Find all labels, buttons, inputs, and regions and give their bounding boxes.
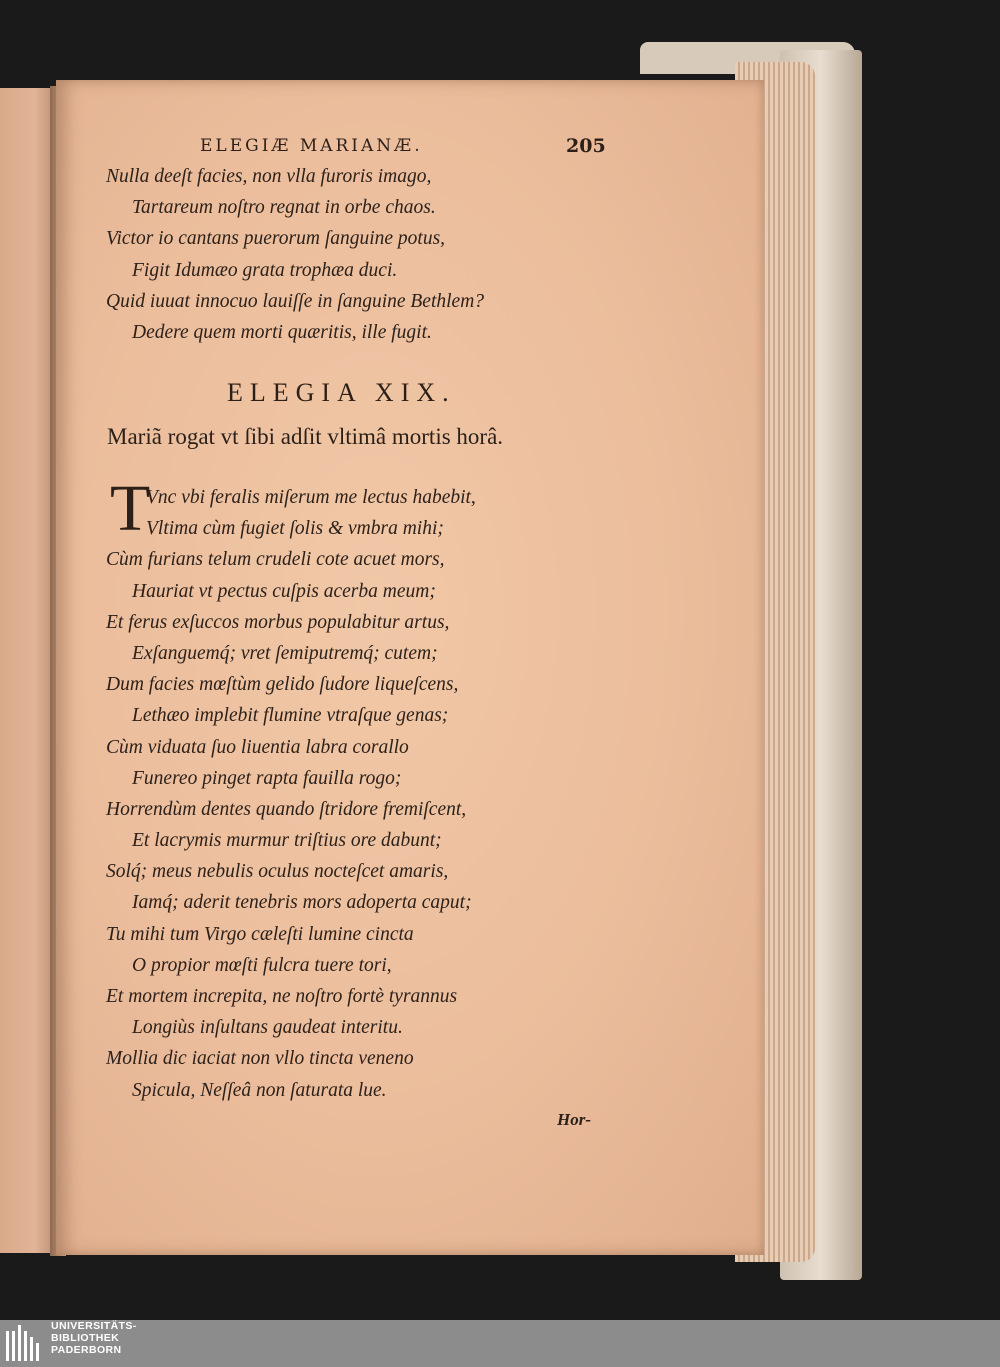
verse-line: Longiùs inſultans gaudeat interitu. (132, 1017, 403, 1039)
verse-line: Cùm furians telum crudeli cote acuet mors, (106, 549, 445, 571)
verse-line: Tu mihi tum Virgo cæleſti lumine cincta (106, 923, 414, 945)
verse-line: Victor io cantans puerorum ſanguine potus, (106, 228, 446, 250)
top-verses (106, 161, 484, 348)
verse-line: Lethæo implebit flumine vtraſque genas; (132, 705, 449, 727)
logo-line: PADERBORN (51, 1344, 122, 1356)
main-verses (106, 482, 476, 1106)
verse-line: Solq́; meus nebulis oculus nocteſcet amaris, (106, 861, 449, 883)
verse-line: Et mortem increpita, ne noſtro fortè tyrannus (106, 986, 458, 1007)
university-library-logo-icon (0, 1321, 46, 1367)
verse-line: Exſanguemq́; vret ſemiputremq́; cutem; (132, 642, 438, 664)
elegy-subtitle: Mariã rogat vt ſibi adſit vltimâ mortis horâ. (107, 424, 504, 449)
verse-line: Figit Idumæo grata trophæa duci. (132, 259, 398, 281)
verse-line: O propior mœſti fulcra tuere tori, (132, 954, 392, 976)
running-head: ELEGIÆ MARIANÆ. (200, 136, 423, 156)
verse-line: Hauriat vt pectus cuſpis acerba meum; (132, 580, 436, 602)
verse-line: Vltima cùm fugiet ſolis & vmbra mihi; (146, 518, 444, 540)
logo-line: UNIVERSITÄTS- (51, 1320, 137, 1332)
page-number: 205 (566, 135, 606, 157)
library-logo-text (51, 1320, 137, 1356)
verse-line: Iamq́; aderit tenebris mors adoperta caput; (132, 892, 472, 914)
verse-line: Spicula, Neſſeâ non ſaturata lue. (132, 1079, 387, 1101)
verse-line: Et lacrymis murmur triſtius ore dabunt; (132, 830, 442, 852)
footer-bar (0, 1320, 1000, 1367)
verse-line: Vnc vbi feralis miſerum me lectus habebit, (146, 487, 476, 508)
logo-line: BIBLIOTHEK (51, 1332, 120, 1344)
verse-line: Dedere quem morti quæritis, ille fugit. (132, 321, 432, 343)
elegy-title: ELEGIA XIX. (227, 378, 456, 407)
verse-line: Quid iuuat innocuo lauiſſe in ſanguine Bethlem? (106, 290, 485, 312)
verse-line: Mollia dic iaciat non vllo tincta veneno (106, 1048, 414, 1070)
verse-line: Tartareum noſtro regnat in orbe chaos. (132, 197, 436, 219)
catchword: Hor- (557, 1110, 591, 1129)
drop-capital: T (110, 472, 151, 545)
verse-line: Nulla deeſt facies, non vlla furoris imago, (106, 166, 432, 187)
verse-line: Cùm viduata ſuo liuentia labra corallo (106, 736, 409, 758)
verse-line: Dum facies mœſtùm gelido ſudore liqueſcens, (106, 674, 459, 696)
verse-line: Horrendùm dentes quando ſtridore fremiſcent, (106, 798, 467, 820)
verse-line: Et ferus exſuccos morbus populabitur artus, (106, 611, 450, 633)
verse-line: Funereo pinget rapta fauilla rogo; (132, 767, 402, 789)
